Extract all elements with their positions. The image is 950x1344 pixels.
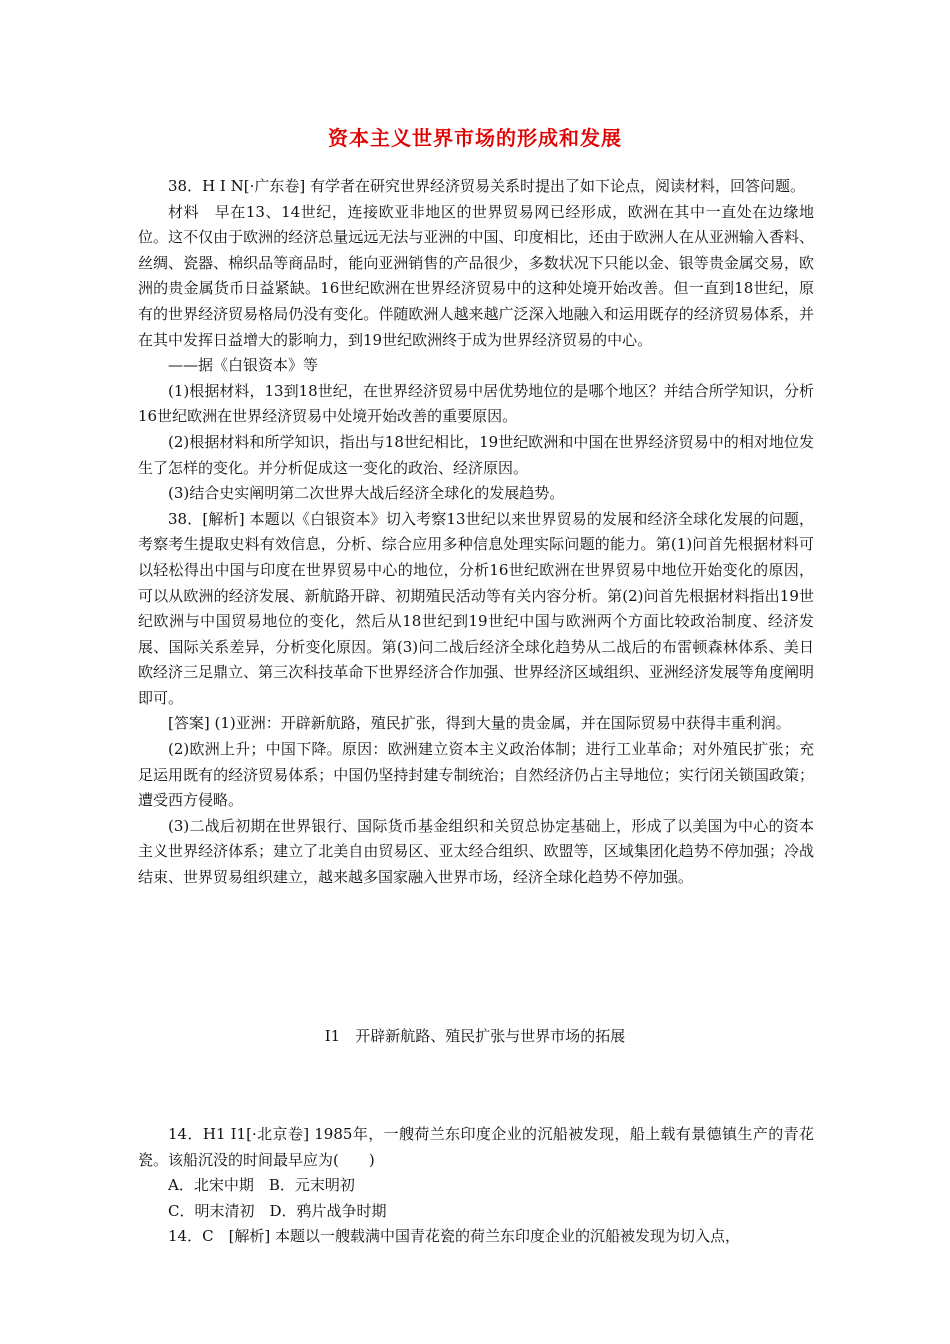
question-14-options-cd: C．明末清初 D．鸦片战争时期 [168, 1201, 387, 1220]
question-38-part-2: (2)根据材料和所学知识，指出与18世纪相比，19世纪欧洲和中国在世界经济贸易中的相对地位发生了怎样的变化。并分析促成这一变化的政治、经济原因。 [138, 432, 814, 477]
question-38-answer-2: (2)欧洲上升；中国下降。原因：欧洲建立资本主义政治体制；进行工业革命；对外殖民扩张；充足运用既有的经济贸易体系；中国仍坚持封建专制统治；自然经济仍占主导地位；实行闭关锁国政策；遭受西方侵略。 [138, 740, 814, 810]
question-38-block [138, 174, 814, 891]
question-38-analysis: 38．[解析] 本题以《白银资本》切入考察13世纪以来世界贸易的发展和经济全球化发展的问题，考察考生提取史料有效信息，分析、综合应用多种信息处理实际问题的能力。第(1)问首先根据材料可以轻松得出中国与印度在世界贸易中心的地位，分析16世纪欧洲在世界贸易中地位开始变化的原因，可以从欧洲的经济发展、新航路开辟、初期殖民活动等有关内容分析。第(2)问首先根据材料指出19世纪欧洲与中国贸易地位的变化，然后从18世纪到19世纪中国与欧洲两个方面比较政治制度、经济发展、国际关系差异，分析变化原因。第(3)问二战后经济全球化趋势从二战后的布雷顿森林体系、美日欧经济三足鼎立、第三次科技革命下世界经济合作加强、世界经济区域组织、亚洲经济发展等角度阐明即可。 [138, 509, 814, 707]
question-14-analysis: 14．C [解析] 本题以一艘载满中国青花瓷的荷兰东印度企业的沉船被发现为切入点， [168, 1227, 741, 1246]
section-heading: I1 开辟新航路、殖民扩张与世界市场的拓展 [324, 1027, 626, 1045]
question-14-block [138, 1122, 814, 1250]
question-38-source: ——据《白银资本》等 [168, 356, 319, 375]
question-38-answer-1: [答案] (1)亚洲：开辟新航路，殖民扩张，得到大量的贵金属，并在国际贸易中获得丰重利润。 [168, 714, 791, 733]
question-14-stem: 14．H1 I1[·北京卷] 1985年，一艘荷兰东印度企业的沉船被发现，船上载有景德镇生产的青花瓷。该船沉没的时间最早应为( ) [138, 1125, 814, 1169]
question-38-stem: 38．H I N[·广东卷] 有学者在研究世界经济贸易关系时提出了如下论点，阅读材料，回答问题。 [168, 177, 805, 195]
question-38-part-1: (1)根据材料，13到18世纪，在世界经济贸易中居优势地位的是哪个地区？并结合所学知识，分析16世纪欧洲在世界经济贸易中处境开始改善的重要原因。 [138, 381, 814, 426]
question-38-answer-3: (3)二战后初期在世界银行、国际货币基金组织和关贸总协定基础上，形成了以美国为中心的资本主义世界经济体系；建立了北美自由贸易区、亚太经合组织、欧盟等，区域集团化趋势不停加强；冷战结束、世界贸易组织建立，越来越多国家融入世界市场，经济全球化趋势不停加强。 [138, 816, 814, 887]
question-38-part-3: (3)结合史实阐明第二次世界大战后经济全球化的发展趋势。 [168, 484, 565, 503]
question-14-options-ab: A．北宋中期 B．元末明初 [168, 1176, 355, 1195]
question-38-material: 材料 早在13、14世纪，连接欧亚非地区的世界贸易网已经形成，欧洲在其中一直处在边缘地位。这不仅由于欧洲的经济总量远远无法与亚洲的中国、印度相比，还由于欧洲人在从亚洲输入香料、丝绸、瓷器、棉织品等商品时，能向亚洲销售的产品很少，多数状况下只能以金、银等贵金属交易，欧洲的贵金属货币日益紧缺。16世纪欧洲在世界经济贸易中的这种处境开始改善。但一直到18世纪，原有的世界经济贸易格局仍没有变化。伴随欧洲人越来越广泛深入地融入和运用既存的经济贸易体系，并在其中发挥日益增大的影响力，到19世纪欧洲终于成为世界经济贸易的中心。 [138, 202, 814, 349]
page-title: 资本主义世界市场的形成和发展 [328, 126, 622, 150]
